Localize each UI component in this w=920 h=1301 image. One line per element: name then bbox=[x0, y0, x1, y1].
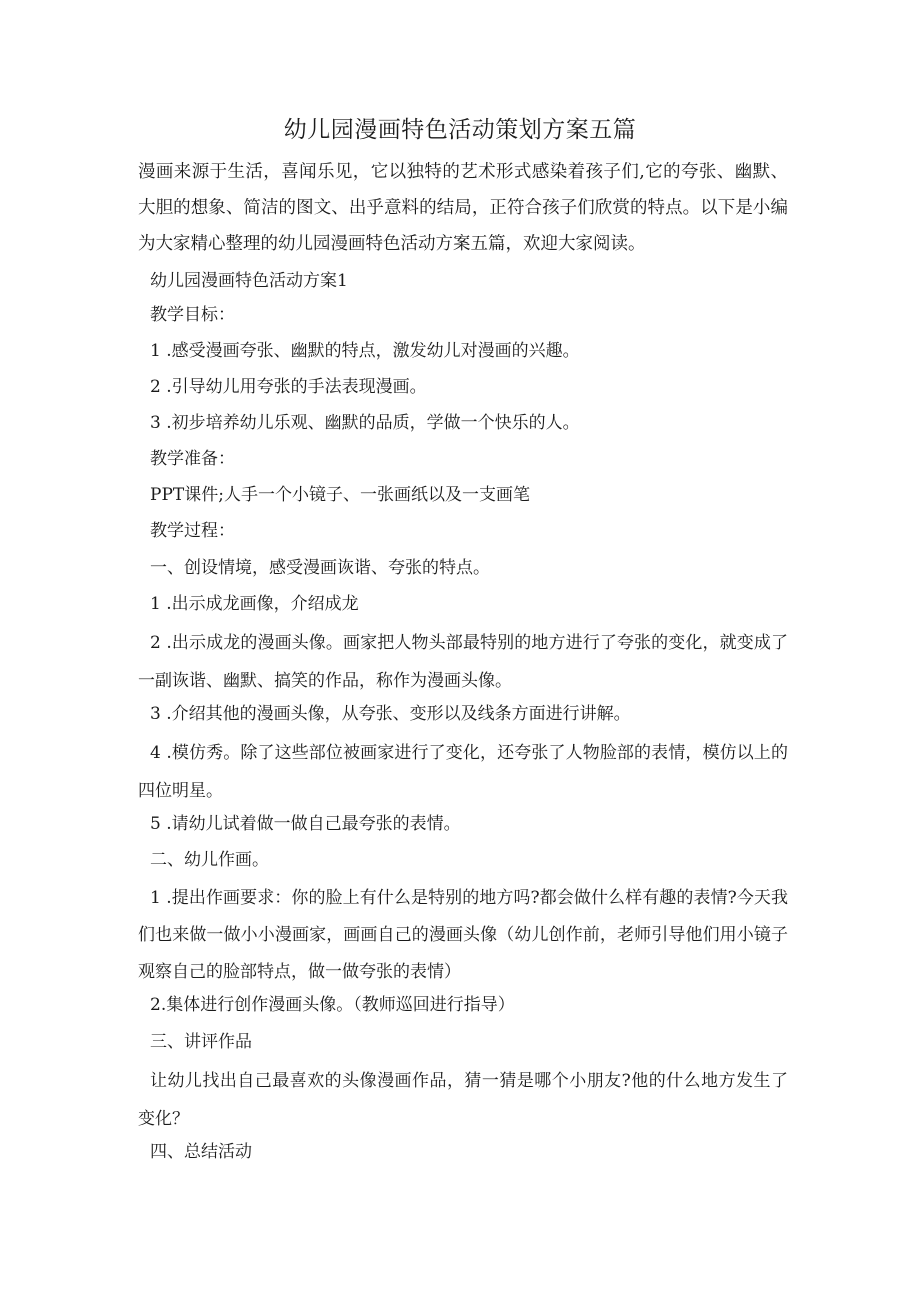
step3-text: 让幼儿找出自己最喜欢的头像漫画作品，猜一猜是哪个小朋友?他的什么地方发生了变化？ bbox=[138, 1071, 788, 1129]
step4-heading: 四、总结活动 bbox=[150, 1142, 252, 1162]
process-heading: 教学过程： bbox=[150, 521, 235, 541]
step1-item-5: 5 .请幼儿试着做一做自己最夸张的表情。 bbox=[150, 814, 461, 834]
step1-heading: 一、创设情境，感受漫画诙谐、夸张的特点。 bbox=[150, 558, 490, 578]
step1-item-1: 1 .出示成龙画像，介绍成龙 bbox=[150, 594, 359, 614]
prep-heading: 教学准备： bbox=[150, 449, 235, 469]
step2-heading: 二、幼儿作画。 bbox=[150, 850, 269, 870]
document-title: 幼儿园漫画特色活动策划方案五篇 bbox=[283, 117, 637, 143]
prep-text: PPT课件;人手一个小镜子、一张画纸以及一支画笔 bbox=[150, 485, 530, 505]
step1-item-4: 4 .模仿秀。除了这些部位被画家进行了变化，还夸张了人物脸部的表情，模仿以上的四位明星。 bbox=[138, 743, 788, 801]
step2-item-2: 2.集体进行创作漫画头像。（教师巡回进行指导） bbox=[150, 995, 515, 1015]
goal-2: 2 .引导幼儿用夸张的手法表现漫画。 bbox=[150, 377, 427, 397]
goals-heading: 教学目标： bbox=[150, 305, 235, 325]
step2-item-1: 1 .提出作画要求：你的脸上有什么是特别的地方吗?都会做什么样有趣的表情?今天我们也来做一做小小漫画家，画画自己的漫画头像（幼儿创作前，老师引导他们用小镜子观察自己的脸部特点，做一做夸张的表情） bbox=[138, 888, 788, 982]
step1-item-3: 3 .介绍其他的漫画头像，从夸张、变形以及线条方面进行讲解。 bbox=[150, 704, 631, 724]
step1-item-2: 2 .出示成龙的漫画头像。画家把人物头部最特别的地方进行了夸张的变化，就变成了一副诙谐、幽默、搞笑的作品，称作为漫画头像。 bbox=[138, 633, 788, 691]
goal-1: 1 .感受漫画夸张、幽默的特点，激发幼儿对漫画的兴趣。 bbox=[150, 341, 580, 361]
goal-3: 3 .初步培养幼儿乐观、幽默的品质，学做一个快乐的人。 bbox=[150, 413, 580, 433]
step3-heading: 三、讲评作品 bbox=[150, 1032, 252, 1052]
intro-paragraph: 漫画来源于生活，喜闻乐见，它以独特的艺术形式感染着孩子们,它的夸张、幽默、大胆的想象、简洁的图文、出乎意料的结局，正符合孩子们欣赏的特点。以下是小编为大家精心整理的幼儿园漫画特色活动方案五篇，欢迎大家阅读。 bbox=[138, 162, 788, 254]
section-title: 幼儿园漫画特色活动方案1 bbox=[150, 271, 348, 291]
